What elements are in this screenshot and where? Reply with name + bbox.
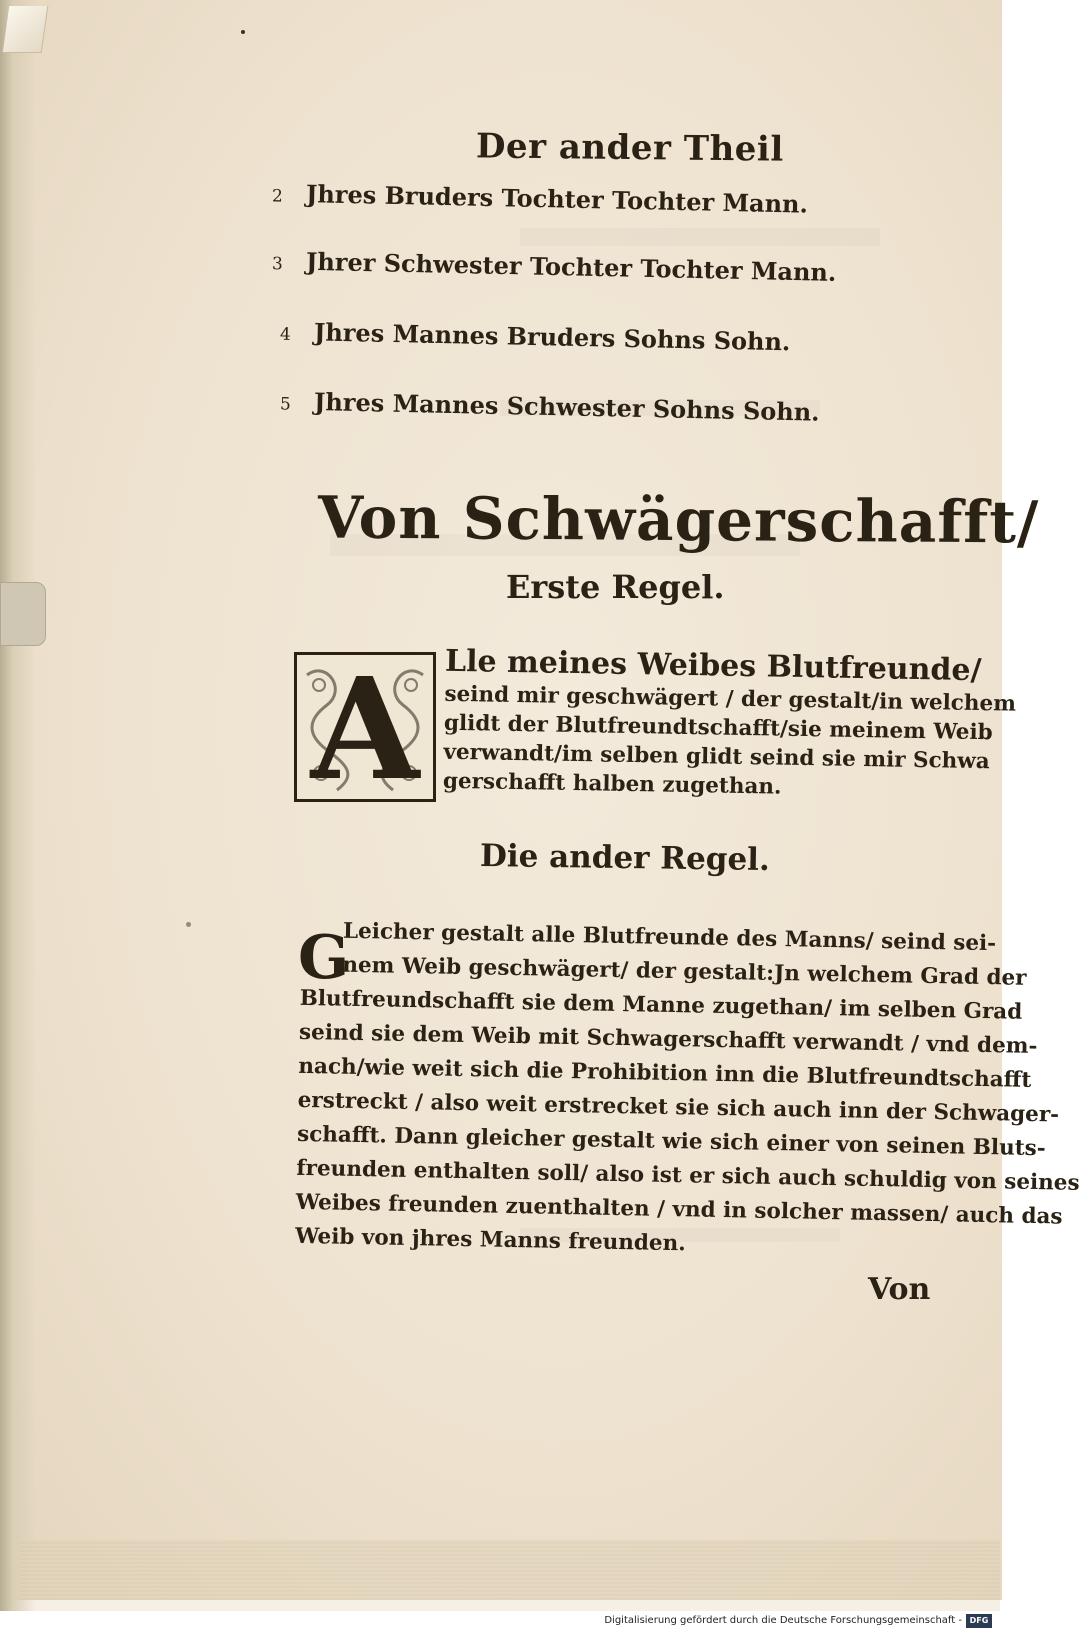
entry-text: Jhres Mannes Schwester Sohns Sohn.	[313, 387, 820, 427]
rule-heading: Erste Regel.	[506, 568, 725, 606]
text-line: nem Weib geschwägert/ der gestalt:Jn welchem Grad der	[342, 952, 1027, 991]
text-line: nach/wie weit sich die Prohibition inn die Blutfreundtschafft	[298, 1053, 1032, 1093]
entry-number: 4	[279, 324, 292, 345]
footer-bar	[0, 1611, 1000, 1634]
entry-text: Jhres Mannes Bruders Sohns Sohn.	[313, 317, 791, 357]
initial-letter: G	[298, 923, 350, 993]
folded-corner	[3, 6, 49, 53]
entry-number: 5	[279, 394, 292, 415]
text-line: seind sie dem Weib mit Schwagerschafft verwandt / vnd dem-	[298, 1019, 1038, 1060]
text-line: erstreckt / also weit erstrecket sie sich auch inn der Schwager-	[297, 1087, 1060, 1128]
show-through	[520, 228, 880, 246]
text-line: gerschafft halben zugethan.	[442, 768, 782, 800]
initial-letter: A	[310, 648, 420, 812]
ink-speck	[241, 30, 245, 34]
dfg-logo: DFG	[966, 1614, 992, 1628]
rule-heading: Die ander Regel.	[479, 837, 771, 879]
text-line: seind mir geschwägert / der gestalt/in welchem	[444, 681, 1017, 717]
text-line: schafft. Dann gleicher gestalt wie sich einer von seinen Bluts-	[296, 1121, 1046, 1162]
running-head: Der ander Theil	[475, 126, 784, 170]
funding-credit: Digitalisierung gefördert durch die Deutsche Forschungsgemeinschaft -	[604, 1615, 962, 1626]
entry-text: Jhrer Schwester Tochter Tochter Mann.	[305, 246, 837, 287]
text-line: freunden enthalten soll/ also ist er sich auch schuldig von seines	[296, 1155, 1080, 1196]
decorated-initial	[294, 648, 436, 812]
text-line: Weib von jhres Manns freunden.	[294, 1223, 686, 1257]
page-clip	[0, 582, 46, 646]
section-title: Von Schwägerschafft/	[317, 483, 1040, 557]
text-line: Leicher gestalt alle Blutfreunde des Manns/ seind sei-	[342, 918, 997, 957]
text-line: Weibes freunden zuenthalten / vnd in solcher massen/ auch das	[295, 1189, 1063, 1230]
rule-paragraph	[442, 643, 1017, 805]
entry-text: Jhres Bruders Tochter Tochter Mann.	[305, 179, 809, 219]
catchword: Von	[868, 1272, 931, 1307]
ink-speck	[186, 922, 191, 927]
page-edges	[20, 1540, 1000, 1600]
text-line: Blutfreundschafft sie dem Manne zugethan/ im selben Grad	[299, 985, 1023, 1025]
rule-paragraph	[294, 914, 1080, 1266]
entry-number: 2	[271, 186, 284, 207]
text-line: glidt der Blutfreundtschafft/sie meinem Weib	[443, 710, 993, 746]
spine-shadow	[0, 0, 36, 1611]
entry-number: 3	[271, 254, 284, 275]
text-line: verwandt/im selben glidt seind sie mir Schwa	[443, 739, 990, 775]
text-line: Lle meines Weibes Blutfreunde/	[444, 643, 982, 689]
